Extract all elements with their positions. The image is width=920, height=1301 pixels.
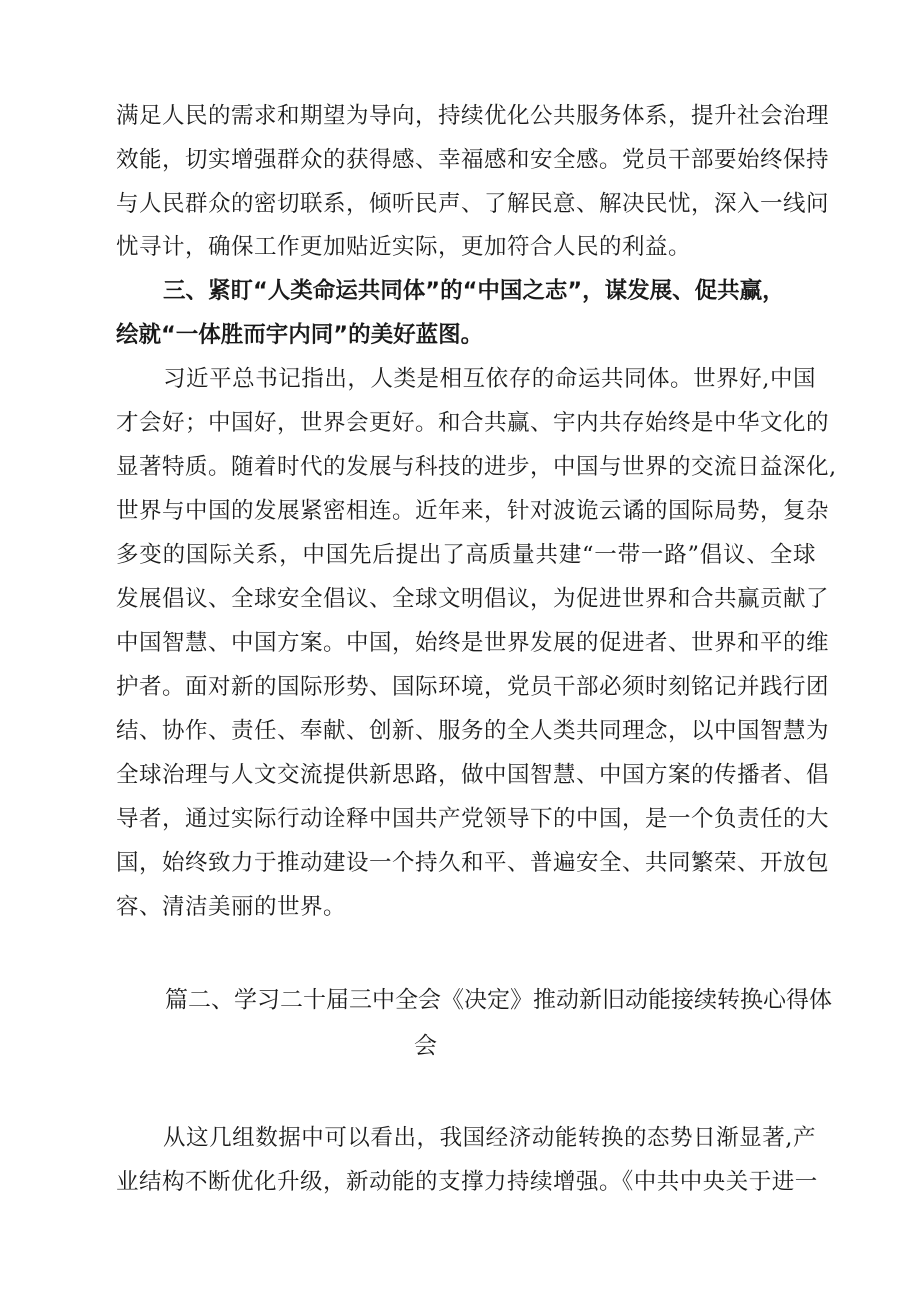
section-heading-line: 三、紧盯“人类命运共同体”的“中国之志”，谋发展、促共赢， <box>163 278 785 304</box>
paragraph-line: 全球治理与人文交流提供新思路，做中国智慧、中国方案的传播者、倡 <box>116 762 830 788</box>
paragraph-line: 护者。面对新的国际形势、国际环境，党员干部必须时刻铭记并践行团 <box>116 674 830 700</box>
paragraph-line: 多变的国际关系，中国先后提出了高质量共建“一带一路”倡议、全球 <box>116 542 816 568</box>
article-title-line: 篇二、学习二十届三中全会《决定》推动新旧动能接续转换心得体 <box>165 987 832 1013</box>
paragraph-line: 容、清洁美丽的世界。 <box>116 894 347 920</box>
paragraph-line: 国，始终致力于推动建设一个持久和平、普遍安全、共同繁荣、开放包 <box>116 850 830 876</box>
paragraph-line: 效能，切实增强群众的获得感、幸福感和安全感。党员干部要始终保持 <box>116 147 830 173</box>
paragraph-line: 与人民群众的密切联系，倾听民声、了解民意、解决民忧，深入一线问 <box>116 191 830 217</box>
paragraph-line: 结、协作、责任、奉献、创新、服务的全人类共同理念，以中国智慧为 <box>116 718 830 744</box>
paragraph-line: 显著特质。随着时代的发展与科技的进步，中国与世界的交流日益深化, <box>116 454 837 480</box>
paragraph-line: 业结构不断优化升级，新动能的支撑力持续增强。《中共中央关于进一 <box>116 1169 818 1195</box>
paragraph-line: 满足人民的需求和期望为导向，持续优化公共服务体系，提升社会治理 <box>116 103 830 129</box>
article-title-line: 会 <box>414 1033 437 1059</box>
section-heading-line: 绘就“一体胜而宇内同”的美好蓝图。 <box>116 322 484 348</box>
paragraph-line: 中国智慧、中国方案。中国，始终是世界发展的促进者、世界和平的维 <box>116 630 830 656</box>
paragraph-line: 习近平总书记指出，人类是相互依存的命运共同体。世界好,中国 <box>163 366 816 392</box>
paragraph-line: 忧寻计，确保工作更加贴近实际，更加符合人民的利益。 <box>116 234 692 260</box>
paragraph-line: 导者，通过实际行动诠释中国共产党领导下的中国，是一个负责任的大 <box>116 806 830 832</box>
paragraph-line: 世界与中国的发展紧密相连。近年来，针对波诡云谲的国际局势，复杂 <box>116 498 830 524</box>
paragraph-line: 才会好；中国好，世界会更好。和合共赢、宇内共存始终是中华文化的 <box>116 410 830 436</box>
paragraph-line: 从这几组数据中可以看出，我国经济动能转换的态势日渐显著,产 <box>163 1125 816 1151</box>
paragraph-line: 发展倡议、全球安全倡议、全球文明倡议，为促进世界和合共赢贡献了 <box>116 586 830 612</box>
